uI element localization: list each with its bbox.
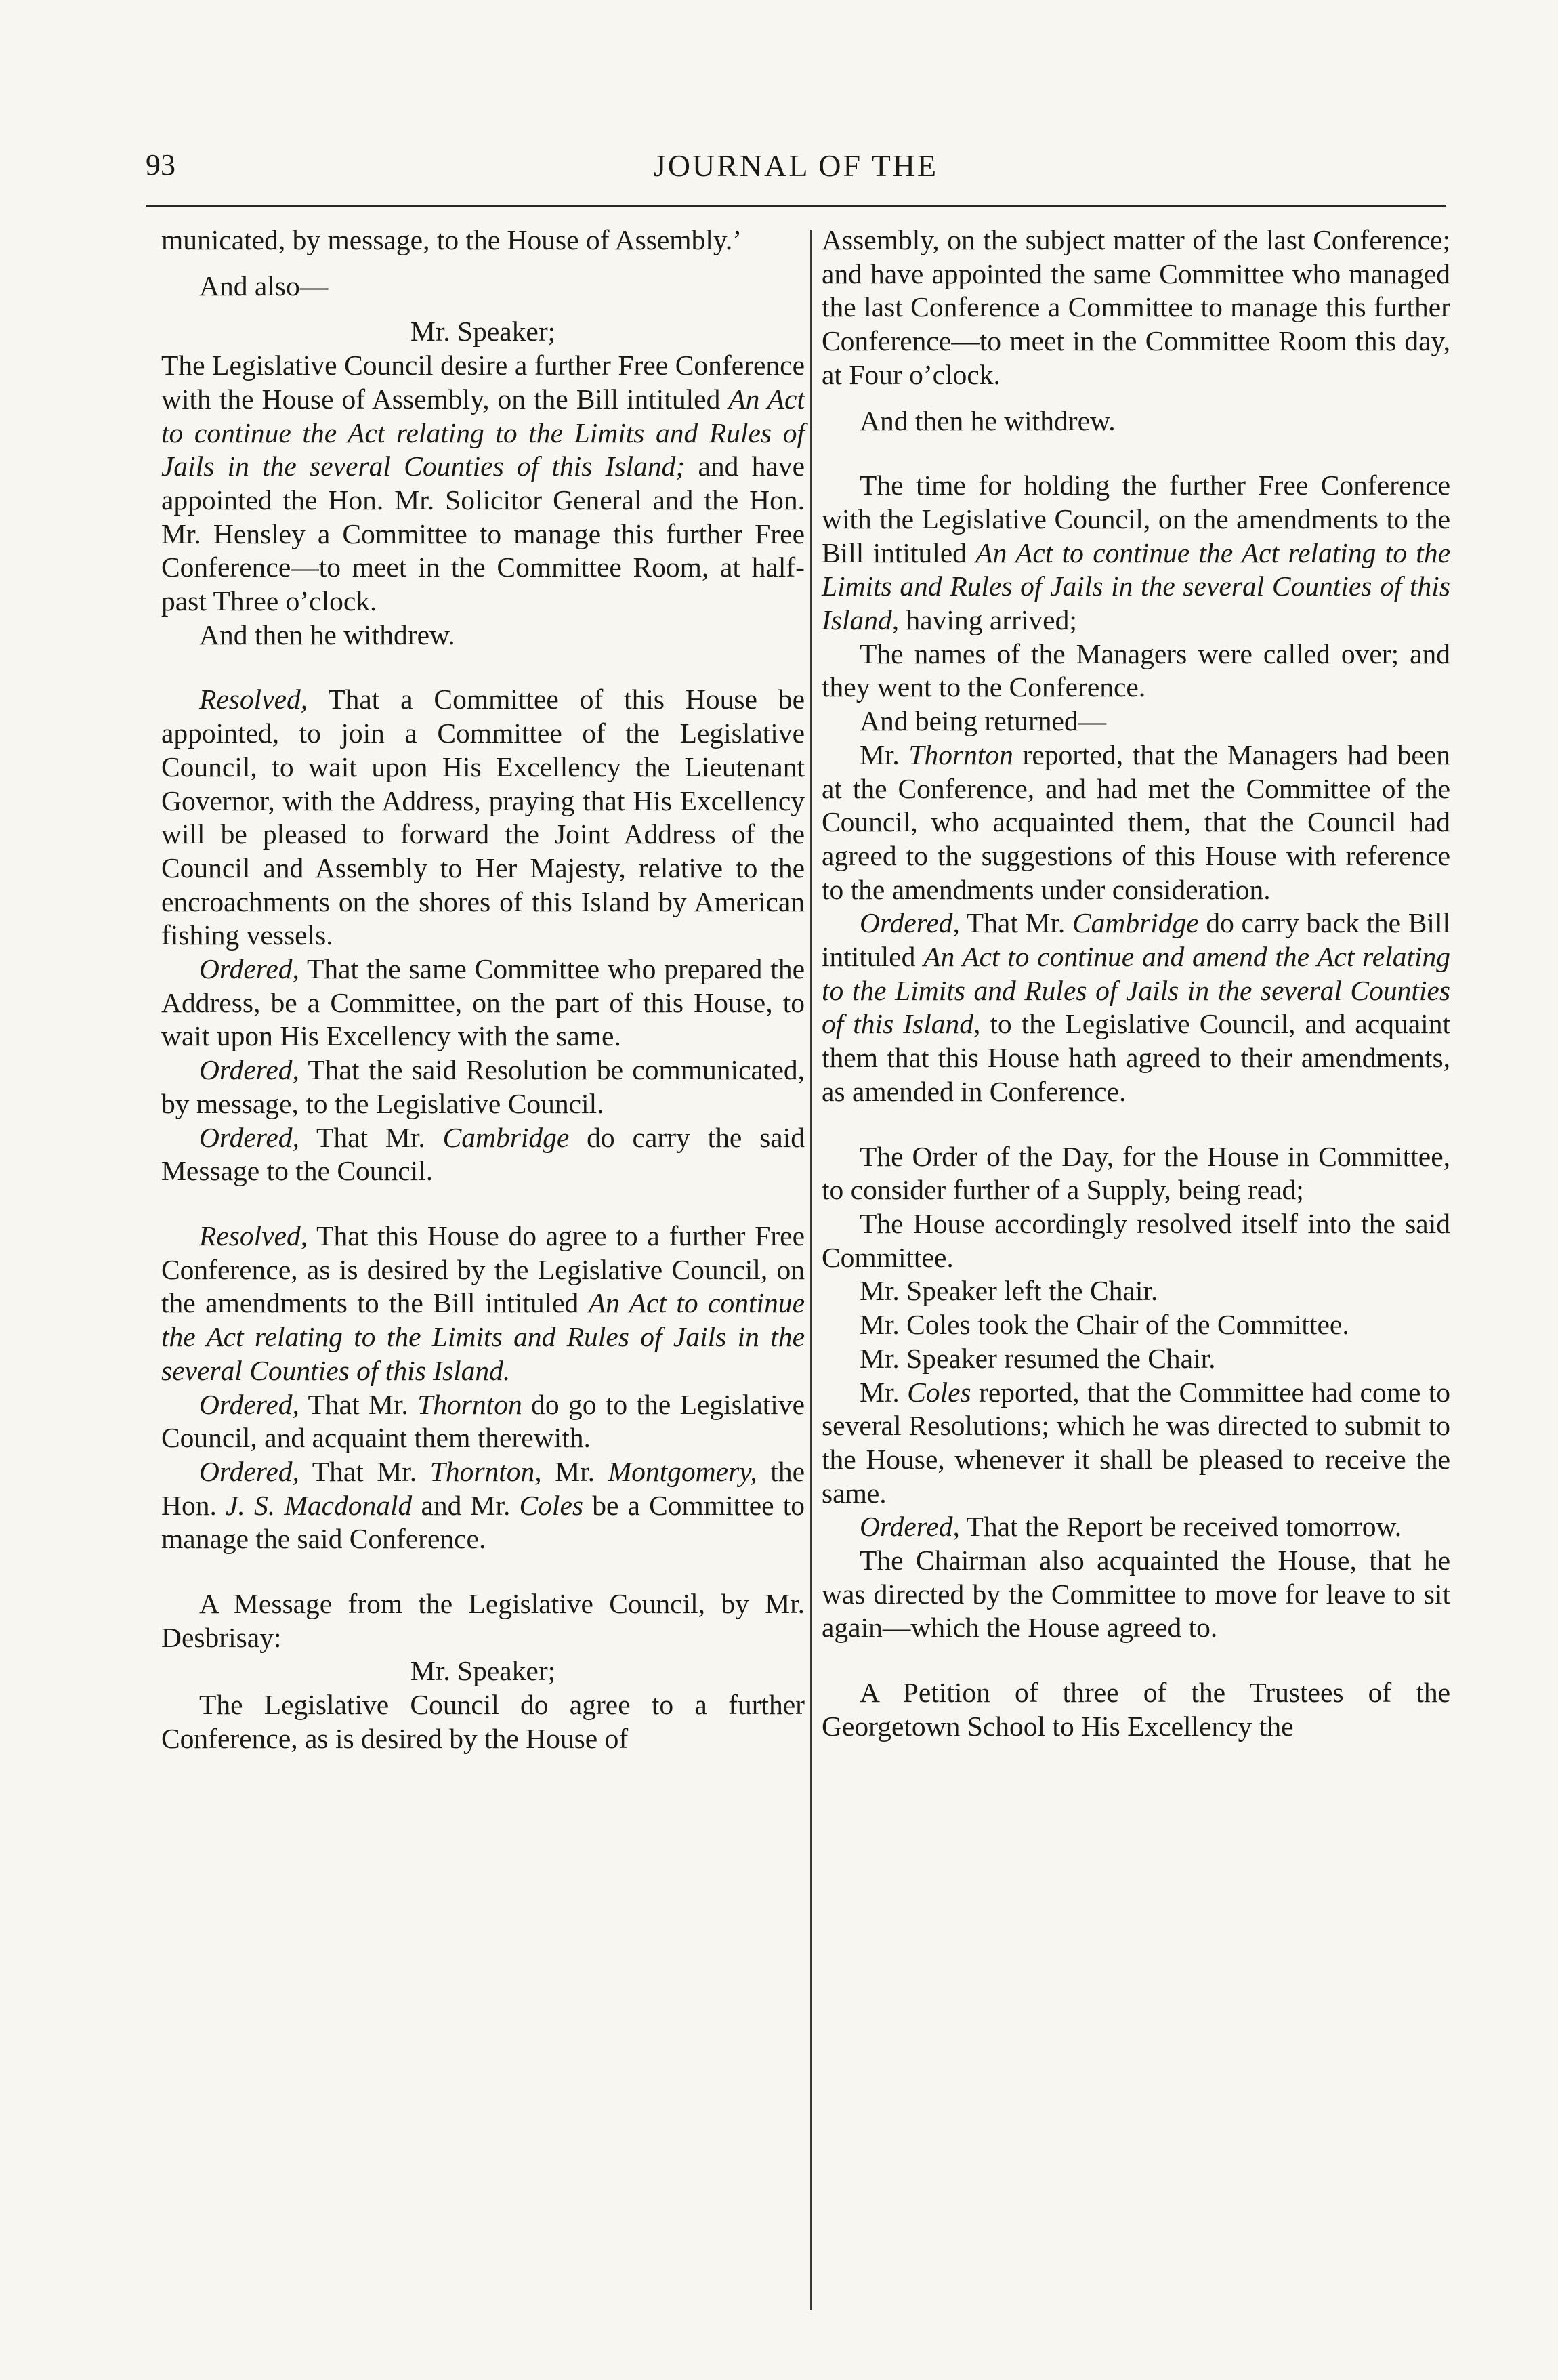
salutation: Mr. Speaker; [410, 1655, 556, 1687]
paragraph: Ordered, That the Report be received tomorrow. [860, 1511, 1402, 1543]
left-column [161, 224, 805, 1756]
paragraph: Resolved, That this House do agree to a further Free Conference, as is desired by the Legislative Council, on the amendments to the Bill intituled An Act to continue the Act relating to the Limits and Rules of Jails in the several Counties of this Island. [161, 1219, 805, 1386]
paragraph: The Chairman also acquainted the House, that he was directed by the Committee to move for leave to sit again—which the House agreed to. [822, 1545, 1450, 1644]
column-divider [810, 230, 812, 2310]
paragraph: Mr. Speaker left the Chair. [860, 1275, 1158, 1307]
paragraph: And then he withdrew. [199, 619, 455, 650]
paragraph: Ordered, That Mr. Cambridge do carry back the Bill intituled An Act to continue and amend the Act relating to the Limits and Rules of Jails in the several Counties of this Island, to the Legislative Council, and acquaint them that this House hath agreed to their amendments, as amended in Conference. [822, 907, 1451, 1107]
right-column [822, 224, 1450, 1744]
paragraph: Assembly, on the subject matter of the last Conference; and have appointed the same Committee who managed the last Conference a Committee to manage this further Conference—to meet in the Committee Room this day, at Four o’clock. [822, 224, 1450, 390]
paragraph: Mr. Speaker resumed the Chair. [860, 1342, 1216, 1374]
paragraph: The Order of the Day, for the House in Committee, to consider further of a Supply, being read; [822, 1140, 1450, 1206]
paragraph: Ordered, That Mr. Thornton do go to the Legislative Council, and acquaint them therewith. [161, 1388, 805, 1454]
paragraph: Ordered, That Mr. Thornton, Mr. Montgomery, the Hon. J. S. Macdonald and Mr. Coles be a Committee to manage the said Conference. [161, 1455, 805, 1555]
paragraph: The names of the Managers were called over; and they went to the Conference. [822, 638, 1450, 703]
paragraph: Resolved, That a Committee of this House be appointed, to join a Committee of the Legislative Council, to wait upon His Excellency the Lieutenant Governor, with the Address, praying that His Excellency will be pleased to forward the Joint Address of the Council and Assembly to Her Majesty, relative to the encroachments on the shores of this Island by American fishing vessels. [161, 684, 805, 951]
paragraph: Ordered, That the said Resolution be communicated, by message, to the Legislative Council. [161, 1054, 805, 1119]
paragraph: Ordered, That Mr. Cambridge do carry the said Message to the Council. [161, 1121, 805, 1187]
paragraph: The time for holding the further Free Conference with the Legislative Council, on the amendments to the Bill intituled An Act to continue the Act relating to the Limits and Rules of Jails in the several Counties of this Island, having arrived; [822, 469, 1451, 636]
header-rule [146, 205, 1446, 207]
page-number: 93 [146, 148, 175, 182]
paragraph: The Legislative Council desire a further Free Conference with the House of Assembly, on the Bill intituled An Act to continue the Act relating to the Limits and Rules of Jails in the several Counties of this Island; and have appointed the Hon. Mr. Solicitor General and the Hon. Mr. Hensley a Committee to manage this further Free Conference—to meet in the Committee Room, at half-past Three o’clock. [161, 350, 805, 617]
paragraph: The Legislative Council do agree to a further Conference, as is desired by the House of [161, 1689, 805, 1754]
paragraph: Mr. Coles reported, that the Committee had come to several Resolutions; which he was directed to submit to the House, whenever it shall be pleased to receive the same. [822, 1376, 1450, 1509]
paragraph: A Message from the Legislative Council, by Mr. Desbrisay: [161, 1588, 805, 1653]
paragraph: And then he withdrew. [860, 404, 1116, 436]
paragraph: The House accordingly resolved itself into the said Committee. [822, 1207, 1450, 1273]
paragraph: Mr. Thornton reported, that the Managers had been at the Conference, and had met the Committee of the Council, who acquainted them, that the Council had agreed to the suggestions of this House with reference to the amendments under consideration. [822, 738, 1451, 905]
paragraph: And also— [199, 270, 329, 301]
paragraph: Ordered, That the same Committee who prepared the Address, be a Committee, on the part of this House, to wait upon His Excellency with the same. [161, 953, 805, 1052]
salutation: Mr. Speaker; [410, 316, 556, 348]
paragraph: Mr. Coles took the Chair of the Committee. [860, 1309, 1349, 1341]
paragraph: A Petition of three of the Trustees of the Georgetown School to His Excellency the [822, 1677, 1450, 1742]
paragraph: municated, by message, to the House of Assembly.’ [161, 224, 742, 255]
paragraph: And being returned— [860, 705, 1107, 737]
running-head: JOURNAL OF THE [653, 148, 939, 183]
page-header [146, 148, 1446, 195]
